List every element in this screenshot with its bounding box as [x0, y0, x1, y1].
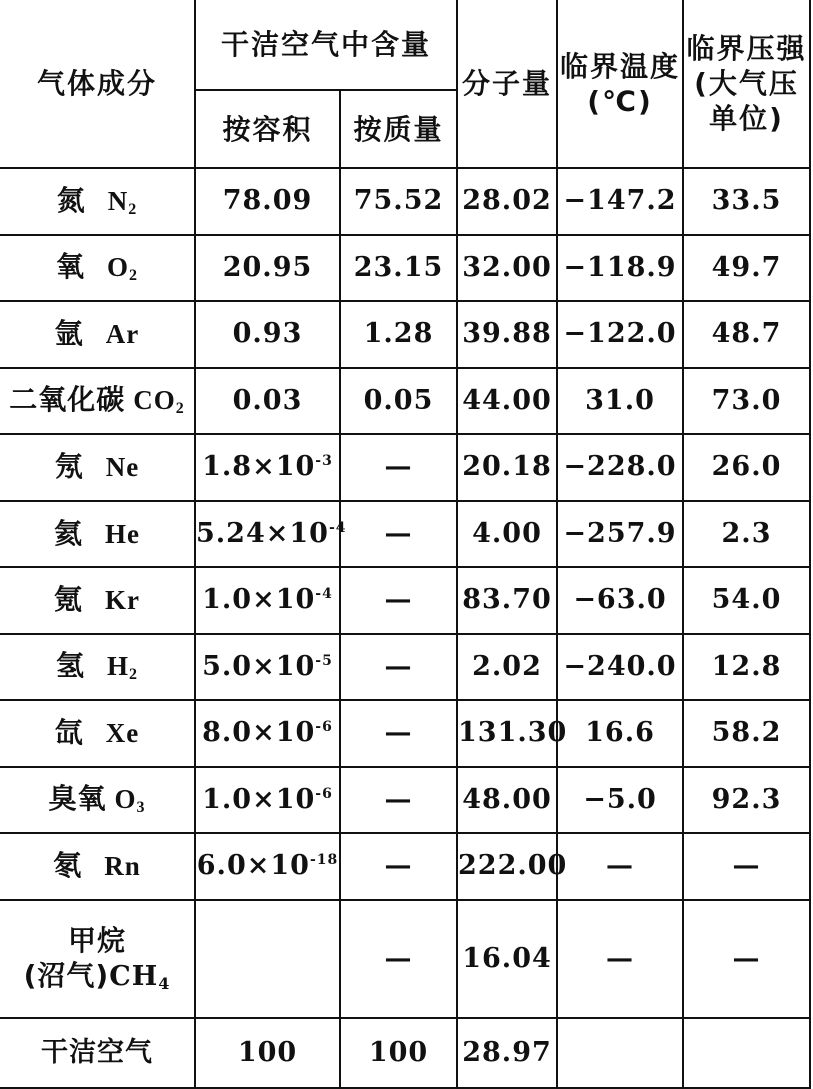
gas-rows	[0, 168, 810, 900]
header-critical-pressure-line3: 单位)	[709, 102, 784, 135]
volume-exponent: -6	[315, 719, 333, 736]
gas-name-cell	[0, 501, 195, 568]
critical-pressure-cell: 2.3	[683, 501, 810, 568]
mass-cell: —	[340, 434, 457, 501]
gas-name: 氖	[54, 450, 84, 484]
critical-pressure-cell: 73.0	[683, 368, 810, 435]
gas-name: 氩	[54, 317, 84, 351]
volume-cell	[195, 833, 340, 900]
header-critical-temperature-line1: 临界温度	[560, 49, 681, 83]
molecular-weight-cell: 32.00	[457, 235, 557, 302]
gas-row	[0, 567, 810, 634]
methane-name: 甲烷	[67, 924, 126, 957]
critical-temp-cell: −228.0	[557, 434, 683, 501]
volume-exponent: -4	[328, 519, 347, 536]
gas-row	[0, 368, 810, 435]
critical-temp-cell: −257.9	[557, 501, 683, 568]
critical-temp-cell: −147.2	[557, 168, 683, 235]
volume-cell	[195, 368, 340, 435]
gas-name-cell	[0, 235, 195, 302]
gas-name-cell	[0, 168, 195, 235]
gas-symbol: O	[107, 252, 130, 283]
gas-name: 二氧化碳	[9, 383, 126, 417]
gas-row	[0, 700, 810, 767]
gas-row	[0, 301, 810, 368]
gas-symbol: He	[105, 518, 140, 549]
methane-formula-line	[0, 958, 194, 994]
gas-symbol-wrap	[114, 784, 146, 817]
gas-symbol-wrap	[107, 651, 139, 684]
molecular-weight-cell: 2.02	[457, 634, 557, 701]
critical-temp-cell: −240.0	[557, 634, 683, 701]
molecular-weight-cell: 44.00	[457, 368, 557, 435]
gas-symbol-wrap	[106, 718, 139, 748]
volume-cell	[195, 434, 340, 501]
mass-cell: 23.15	[340, 235, 457, 302]
gas-symbol-wrap	[105, 519, 140, 549]
header-molecular-weight: 分子量	[457, 0, 557, 168]
volume-value: 0.93	[232, 318, 303, 350]
header-critical-pressure-line1: 临界压强	[686, 32, 807, 65]
volume-value: 6.0×10	[196, 850, 310, 882]
header-row-1	[0, 0, 810, 90]
methane-row	[0, 900, 810, 1018]
gas-name-cell	[0, 767, 195, 834]
gas-name-cell	[0, 567, 195, 634]
critical-temp-cell: —	[557, 833, 683, 900]
volume-exponent: -3	[315, 453, 333, 470]
gas-symbol: Rn	[104, 851, 141, 882]
volume-value: 8.0×10	[202, 717, 316, 749]
gas-symbol: Ar	[105, 319, 140, 350]
molecular-weight-cell: 83.70	[457, 567, 557, 634]
gas-symbol-wrap	[107, 252, 139, 285]
methane-volume	[195, 900, 340, 1018]
methane-mass: —	[340, 900, 457, 1018]
gas-symbol: Xe	[105, 718, 140, 749]
molecular-weight-cell: 222.00	[457, 833, 557, 900]
gas-name-cell	[0, 833, 195, 900]
gas-row	[0, 634, 810, 701]
gas-name-cell	[0, 634, 195, 701]
symbol-subscript: 2	[175, 400, 185, 418]
mass-cell: 75.52	[340, 168, 457, 235]
volume-cell	[195, 501, 347, 568]
volume-value: 78.09	[222, 185, 313, 217]
header-critical-pressure	[683, 0, 810, 168]
gas-symbol: H	[107, 651, 130, 682]
symbol-subscript: 2	[129, 267, 139, 285]
gas-row	[0, 833, 810, 900]
volume-exponent: -4	[315, 586, 333, 603]
critical-pressure-cell: —	[683, 833, 810, 900]
critical-temp-cell: 16.6	[557, 700, 683, 767]
dry-air-critical-pressure	[683, 1018, 810, 1088]
volume-cell	[195, 700, 340, 767]
header-critical-temperature	[557, 0, 683, 168]
critical-temp-cell: −5.0	[557, 767, 683, 834]
critical-temp-cell: 31.0	[557, 368, 683, 435]
critical-pressure-cell: 33.5	[683, 168, 810, 235]
gas-symbol: N	[107, 185, 129, 216]
volume-cell	[195, 767, 340, 834]
volume-exponent: -18	[309, 852, 339, 869]
dry-air-name: 干洁空气	[0, 1018, 195, 1088]
methane-symbol: CH	[109, 961, 159, 992]
critical-pressure-cell: 49.7	[683, 235, 810, 302]
gas-name: 臭氧	[48, 782, 107, 816]
critical-temp-cell: −118.9	[557, 235, 683, 302]
volume-value: 0.03	[232, 384, 303, 416]
mass-cell: —	[340, 634, 457, 701]
dry-air-molecular-weight: 28.97	[457, 1018, 557, 1088]
header-component: 气体成分	[0, 0, 195, 168]
volume-exponent: -6	[315, 785, 333, 802]
molecular-weight-cell: 39.88	[457, 301, 557, 368]
volume-value: 1.0×10	[202, 783, 316, 815]
gas-symbol-wrap	[133, 385, 185, 418]
gas-name: 氦	[53, 516, 83, 550]
volume-cell	[195, 301, 340, 368]
methane-critical-pressure: —	[683, 900, 810, 1018]
critical-pressure-cell: 54.0	[683, 567, 810, 634]
header-critical-temperature-unit: (℃)	[587, 84, 653, 118]
volume-value: 20.95	[222, 251, 313, 283]
mass-cell: —	[340, 501, 457, 568]
critical-pressure-cell: 26.0	[683, 434, 810, 501]
critical-pressure-cell: 58.2	[683, 700, 810, 767]
molecular-weight-cell: 4.00	[457, 501, 557, 568]
header-dry-air-content: 干洁空气中含量	[195, 0, 457, 90]
methane-molecular-weight: 16.04	[457, 900, 557, 1018]
volume-value: 1.8×10	[202, 451, 316, 483]
critical-pressure-cell: 92.3	[683, 767, 810, 834]
dry-air-critical-temp	[557, 1018, 683, 1088]
symbol-subscript: 2	[128, 200, 138, 218]
mass-cell: —	[340, 700, 457, 767]
gas-symbol-wrap	[106, 452, 139, 482]
molecular-weight-cell: 131.30	[457, 700, 557, 767]
gas-name: 氢	[55, 649, 85, 683]
gas-name: 氪	[53, 583, 83, 617]
volume-value: 1.0×10	[202, 584, 316, 616]
gas-row	[0, 434, 810, 501]
gas-name-cell	[0, 434, 195, 501]
dry-air-mass: 100	[340, 1018, 457, 1088]
gas-symbol-wrap	[106, 319, 139, 349]
header-by-mass: 按质量	[340, 90, 457, 168]
gas-row	[0, 501, 810, 568]
gas-row	[0, 767, 810, 834]
gas-symbol: O	[114, 784, 137, 815]
gas-symbol-wrap	[104, 851, 141, 881]
methane-name-cell	[0, 900, 195, 1018]
molecular-weight-cell: 28.02	[457, 168, 557, 235]
volume-cell	[195, 567, 340, 634]
symbol-subscript: 2	[129, 666, 139, 684]
mass-cell: 1.28	[340, 301, 457, 368]
volume-value: 5.24×10	[196, 517, 329, 549]
mass-cell: —	[340, 833, 457, 900]
mass-cell: 0.05	[340, 368, 457, 435]
volume-value: 5.0×10	[202, 650, 316, 682]
gas-symbol-wrap	[108, 186, 138, 216]
molecular-weight-cell: 20.18	[457, 434, 557, 501]
methane-critical-temp: —	[557, 900, 683, 1018]
symbol-subscript: 3	[136, 799, 146, 817]
gas-symbol: Ne	[105, 452, 140, 483]
volume-cell	[195, 168, 340, 235]
gas-row	[0, 168, 810, 235]
header-critical-pressure-line2: (大气压	[694, 67, 799, 100]
gas-name-cell	[0, 368, 195, 435]
volume-exponent: -5	[315, 652, 333, 669]
dry-air-volume: 100	[195, 1018, 340, 1088]
critical-pressure-cell: 12.8	[683, 634, 810, 701]
critical-temp-cell: −63.0	[557, 567, 683, 634]
mass-cell: —	[340, 567, 457, 634]
critical-temp-cell: −122.0	[557, 301, 683, 368]
critical-pressure-cell: 48.7	[683, 301, 810, 368]
methane-subscript: 4	[158, 974, 171, 993]
gas-symbol: CO	[133, 385, 176, 416]
header-by-volume: 按容积	[195, 90, 340, 168]
mass-cell: —	[340, 767, 457, 834]
gas-name: 氙	[54, 716, 84, 750]
gas-symbol-wrap	[105, 585, 140, 615]
volume-cell	[195, 235, 340, 302]
gas-name-cell	[0, 700, 195, 767]
gas-name: 氮	[56, 183, 86, 217]
molecular-weight-cell: 48.00	[457, 767, 557, 834]
gas-symbol: Kr	[105, 585, 140, 616]
dry-air-row	[0, 1018, 810, 1088]
methane-alias: (沼气)	[23, 959, 110, 992]
gas-name: 氡	[53, 849, 83, 883]
gas-row	[0, 235, 810, 302]
volume-cell	[195, 634, 340, 701]
gas-name-cell	[0, 301, 195, 368]
gas-name: 氧	[55, 250, 85, 284]
